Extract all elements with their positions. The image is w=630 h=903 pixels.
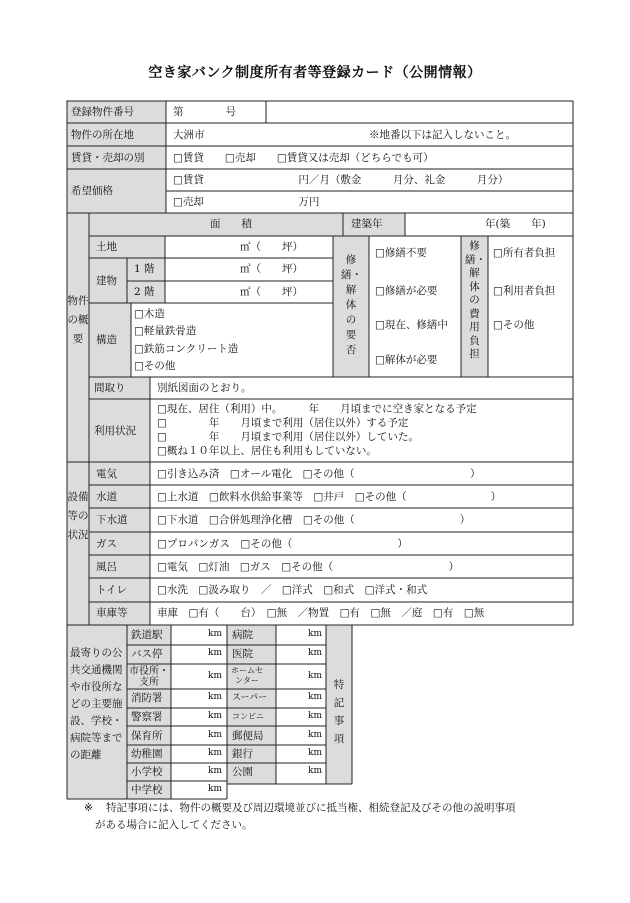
distance-place: 銀行 [232,748,253,760]
cost-option[interactable]: □所有者負担 [493,247,556,259]
area-header: 面 積 [210,218,252,230]
property-section-label: 物件の概要 [67,295,89,345]
remarks-area[interactable] [353,626,572,783]
location-label: 物件の所在地 [71,129,134,141]
remarks-label: 特記事項 [333,679,345,745]
usage-option[interactable]: □概ね１０年以上、居住も利用もしていない。 [157,445,377,457]
facility-value[interactable]: □水洗 □汲み取り ／ □洋式 □和式 □洋式・和式 [157,584,428,596]
km-unit[interactable]: km [208,748,222,758]
distance-place: 幼稚園 [131,748,163,760]
floor2-label: 2 階 [134,286,155,298]
location-value[interactable]: 大洲市 [173,129,205,141]
reg-no-label: 登録物件番号 [71,106,134,118]
usage-option[interactable]: □現在、居住（利用）中。 年 月頃までに空き家となる予定 [157,403,477,415]
build-year-value[interactable]: 年(築 年) [485,218,546,230]
distance-place: 病院 [232,629,253,641]
distance-place: 市役所・支所 [129,666,169,688]
distance-place: コンビニ [232,712,264,721]
usage-option[interactable]: □ 年 月頃まで利用（居住以外）していた。 [157,431,419,443]
structure-option[interactable]: □その他 [134,360,176,372]
facility-label: 電気 [96,468,117,480]
distance-section-label: 最寄りの公共交通機関や市役所などの主要施設、学校・病院等までの距離 [70,647,123,761]
km-unit[interactable]: km [308,711,322,721]
price-label: 希望価格 [71,185,113,197]
distance-place: バス停 [131,648,163,660]
repair-option[interactable]: □現在、修繕中 [375,319,448,331]
km-unit[interactable]: km [208,766,222,776]
distance-place: 公園 [232,766,253,778]
distance-place: 医院 [232,648,253,660]
km-unit[interactable]: km [208,648,222,658]
facility-value[interactable]: 車庫 □有（ 台） □無 ／物置 □有 □無 ／庭 □有 □無 [157,607,485,619]
reg-no-value[interactable]: 第 号 [173,106,236,118]
distance-place: ホームセンター [231,666,263,685]
layout-value[interactable]: 別紙図面のとおり。 [157,382,252,394]
building-label: 建物 [96,275,117,287]
km-unit[interactable]: km [308,692,322,702]
km-unit[interactable]: km [308,766,322,776]
form-title: 空き家バンク制度所有者等登録カード（公開情報） [148,65,482,81]
land-label: 土地 [96,241,117,253]
rent-line[interactable]: □賃貸 円／月（敷金 月分、礼金 月分） [173,174,509,186]
usage-label: 利用状況 [94,425,136,437]
repair-label: 修繕・解体の要否 [341,254,362,356]
distance-place: 鉄道駅 [131,629,163,641]
distance-place: スーパー [232,693,268,703]
footnote-line1: 特記事項には、物件の概要及び周辺環境並びに抵当権、相続登記及びその他の説明事項 [106,802,516,814]
facility-label: ガス [96,538,117,550]
km-unit[interactable]: km [208,711,222,721]
cost-option[interactable]: □利用者負担 [493,285,556,297]
type-options[interactable]: □賃貸 □売却 □賃貸又は売却（どちらでも可） [173,152,434,164]
location-note: ※地番以下は記入しないこと。 [369,129,516,141]
km-unit[interactable]: km [308,629,322,639]
sale-line[interactable]: □売却 万円 [173,196,320,208]
facility-label: 下水道 [96,514,128,526]
floor1-label: 1 階 [134,263,155,275]
facility-label: 風呂 [96,561,117,573]
distance-place: 小学校 [131,766,163,778]
floor1-area[interactable]: ㎡（ 坪） [240,263,303,275]
facilities-section-label: 設備等の状況 [67,491,89,541]
distance-place: 警察署 [131,711,163,723]
repair-option[interactable]: □解体が必要 [375,354,438,366]
structure-label: 構造 [96,334,117,346]
facility-value[interactable]: □電気 □灯油 □ガス □その他（ ） [157,561,460,573]
type-label: 賃貸・売却の別 [71,152,145,164]
facility-label: トイレ [96,584,127,596]
facility-label: 車庫等 [96,607,128,619]
structure-option[interactable]: □木造 [134,308,165,320]
floor2-area[interactable]: ㎡（ 坪） [240,286,303,298]
facility-value[interactable]: □引き込み済 □オール電化 □その他（ ） [157,468,481,480]
layout-label: 間取り [94,382,126,394]
distance-place: 郵便局 [232,730,264,742]
km-unit[interactable]: km [208,692,222,702]
distance-place: 中学校 [131,784,163,796]
land-area[interactable]: ㎡（ 坪） [240,241,303,253]
structure-option[interactable]: □鉄筋コンクリート造 [134,343,239,355]
distance-place: 保育所 [131,730,163,742]
facility-value[interactable]: □下水道 □合併処理浄化槽 □その他（ ） [157,514,471,526]
distance-place: 消防署 [131,692,163,704]
km-unit[interactable]: km [308,648,322,658]
footnote-line2: がある場合に記入してください。 [95,819,253,831]
structure-option[interactable]: □軽量鉄骨造 [134,325,197,337]
cost-label: 修繕・解体の費用負担 [465,240,486,360]
build-year-label: 建築年 [351,218,383,230]
km-unit[interactable]: km [308,730,322,740]
km-unit[interactable]: km [308,671,322,681]
km-unit[interactable]: km [208,784,222,794]
km-unit[interactable]: km [208,629,222,639]
cost-option[interactable]: □その他 [493,319,535,331]
km-unit[interactable]: km [208,730,222,740]
facility-label: 水道 [96,491,117,503]
km-unit[interactable]: km [208,671,222,681]
km-unit[interactable]: km [308,748,322,758]
footnote-mark: ※ [84,802,93,814]
usage-option[interactable]: □ 年 月頃まで利用（居住以外）する予定 [157,417,409,429]
repair-option[interactable]: □修繕不要 [375,247,427,259]
repair-option[interactable]: □修繕が必要 [375,285,438,297]
facility-value[interactable]: □プロパンガス □その他（ ） [157,538,408,550]
facility-value[interactable]: □上水道 □飲料水供給事業等 □井戸 □その他（ ） [157,491,502,503]
